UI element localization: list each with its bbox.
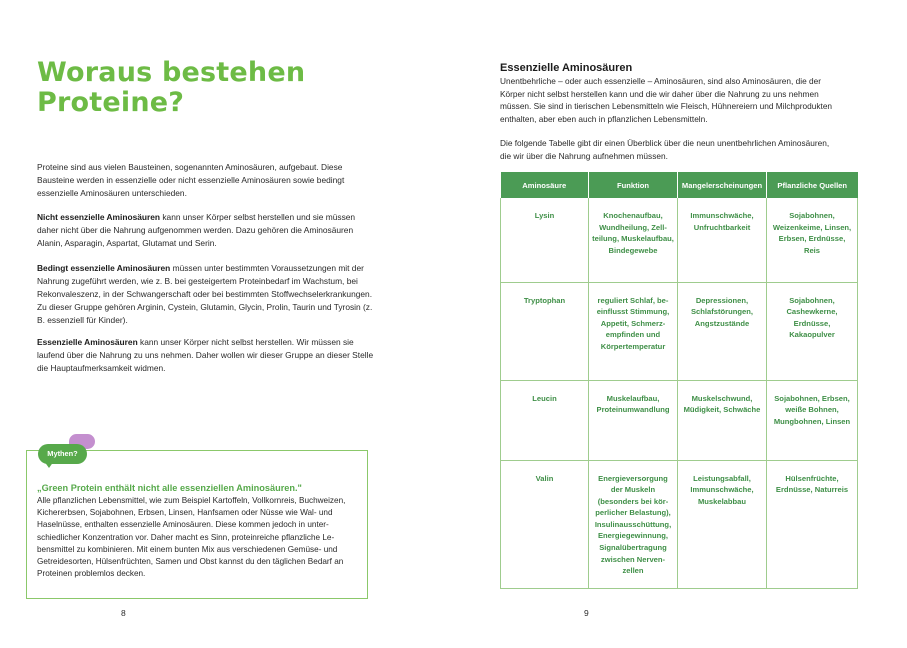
table-intro: Die folgende Tabelle gibt dir einen Überblick über die neun unentbehrlichen Aminosäuren, die wir über die Nahrung aufnehmen müssen. (500, 138, 830, 161)
conditional-text: müssen unter bestimmten Voraussetzungen mit der Nahrung zugeführt werden, wie z. B. bei gesteigertem Proteinbedarf im Wachstum, bei Rekonvaleszenz, in der Schwangerschaft oder bei bestimmten Stoffwechselerkrankungen. Zu dieser Gruppe gehören Arginin, Cystein, Glutamin, Glycin, Prolin, Taurin und Tyrosin (z. B. essenziell für Kinder). (37, 263, 373, 325)
table-row (501, 282, 858, 380)
table-row (501, 380, 858, 460)
speech-bubble-tail-icon (44, 461, 54, 468)
essential-paragraph (37, 336, 377, 375)
cell-function: Energieversorgung der Muskeln (besonders bei körperlicher Belastung), Insulinausschüttung, Energiegewinnung, Signalübertragung zwischen Nervenzellen (589, 460, 678, 588)
cell-amino-acid: Tryptophan (501, 282, 589, 380)
conditional-paragraph (37, 262, 377, 327)
conditional-term: Bedingt essenzielle Aminosäuren (37, 263, 171, 273)
header-plant-sources: Pflanzliche Quellen (767, 172, 858, 198)
essential-term: Essenzielle Aminosäuren (37, 337, 138, 347)
amino-acid-table (500, 172, 858, 589)
header-function: Funktion (589, 172, 678, 198)
cell-amino-acid: Valin (501, 460, 589, 588)
header-amino-acid: Aminosäure (501, 172, 589, 198)
cell-plant-sources: Sojabohnen, Weizenkeime, Linsen, Erbsen, Erdnüsse, Reis (767, 198, 858, 282)
cell-function: Muskelaufbau, Proteinumwandlung (589, 380, 678, 460)
cell-plant-sources: Sojabohnen, Cashewkerne, Erdnüsse, Kakaopulver (767, 282, 858, 380)
cell-amino-acid: Lysin (501, 198, 589, 282)
cell-deficiency: Muskelschwund, Müdigkeit, Schwäche (678, 380, 767, 460)
page-number-right: 9 (584, 608, 589, 618)
myth-text: Alle pflanzlichen Lebensmittel, wie zum Beispiel Kartoffeln, Vollkornreis, Buchweizen, Kichererbsen, Sojabohnen, Erbsen, Linsen, Hanfsamen oder Nüsse wie Wal- und Haselnüsse, enthalten essenzielle Aminosäuren. Diese kommen jedoch in unterschiedlicher Konzentration vor. Daher macht es Sinn, proteinreiche pflanzliche Lebensmittel zu kombinieren. Mit einem bunten Mix aus verschiedenen Gemüse- und Getreidesorten, Hülsenfrüchten, Samen und Obst kannst du den täglichen Bedarf an Proteinen problemlos decken. (37, 496, 346, 579)
myth-badge: Mythen? (38, 444, 87, 464)
nonessential-paragraph (37, 211, 377, 250)
cell-plant-sources: Sojabohnen, Erbsen, weiße Bohnen, Mungbohnen, Linsen (767, 380, 858, 460)
nonessential-text: kann unser Körper selbst herstellen und sie müssen daher nicht über die Nahrung aufgenommen werden. Dazu gehören die Aminosäuren Alanin, Asparagin, Aspartat, Glutamat und Serin. (37, 212, 356, 248)
cell-function: Knochenaufbau, Wundheilung, Zellteilung, Muskelaufbau, Bindegewebe (589, 198, 678, 282)
page-number-left: 8 (121, 608, 126, 618)
cell-function: reguliert Schlaf, beeinflusst Stimmung, Appetit, Schmerzempfinden und Körpertemperatur (589, 282, 678, 380)
cell-deficiency: Depressionen, Schlafstörungen, Angstzustände (678, 282, 767, 380)
nonessential-term: Nicht essenzielle Aminosäuren (37, 212, 161, 222)
section-heading: Essenzielle Aminosäuren (500, 62, 633, 74)
cell-amino-acid: Leucin (501, 380, 589, 460)
page-title-line2: Proteine? (37, 87, 185, 118)
page-title (37, 58, 305, 118)
left-page (0, 0, 453, 648)
essential-text: kann unser Körper nicht selbst herstellen. Wir müssen sie laufend über die Nahrung zu uns nehmen. Daher wollen wir dieser Gruppe an dieser Stelle die Hauptaufmerksamkeit widmen. (37, 337, 374, 373)
right-page (453, 0, 907, 648)
intro-paragraph: Proteine sind aus vielen Bausteinen, sogenannten Aminosäuren, aufgebaut. Diese Bausteine werden in essenzielle oder nicht essenzielle Aminosäuren sowie bedingt essenzielle Aminosäuren unterschieden. (37, 162, 345, 198)
cell-deficiency: Leistungsabfall, Immunschwäche, Muskelabbau (678, 460, 767, 588)
myth-heading: „Green Protein enthält nicht alle essenziellen Aminosäuren." (37, 483, 302, 493)
page-title-line1: Woraus bestehen (37, 57, 306, 88)
cell-deficiency: Immunschwäche, Unfruchtbarkeit (678, 198, 767, 282)
table-row (501, 198, 858, 282)
table-header-row (501, 172, 858, 198)
cell-plant-sources: Hülsenfrüchte, Erdnüsse, Naturreis (767, 460, 858, 588)
section-intro: Unentbehrliche – oder auch essenzielle – Aminosäuren, sind also Aminosäuren, die der Körper nicht selbst herstellen kann und die wir daher über die Nahrung zu uns nehmen müssen. Sie sind in tierischen Lebensmitteln wie Fleisch, Hühnereiern und Milchprodukten enthalten, aber eben auch in pflanzlichen Lebensmitteln. (500, 76, 833, 124)
table-row (501, 460, 858, 588)
header-deficiency: Mangelerscheinungen (678, 172, 767, 198)
